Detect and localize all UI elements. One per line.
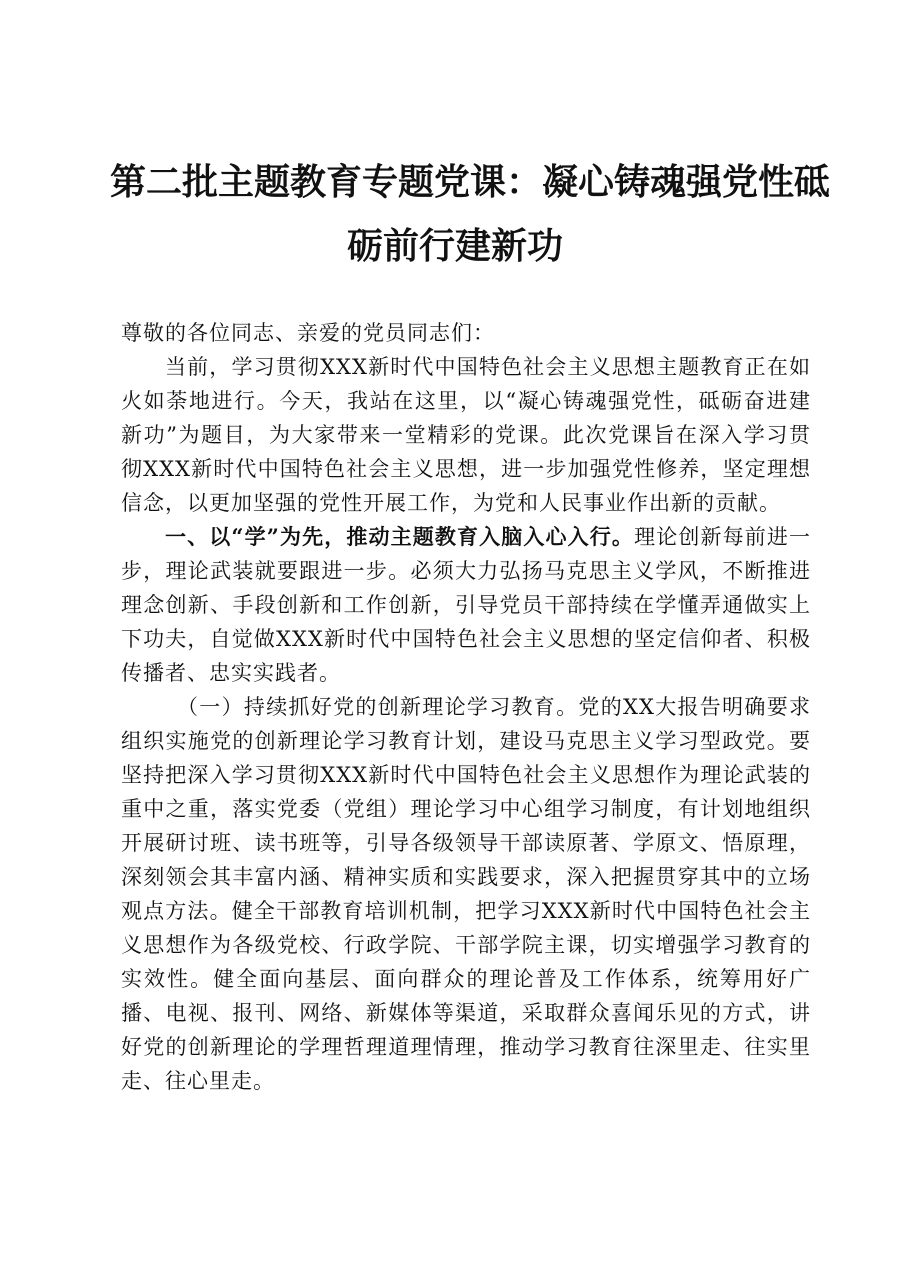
salutation: 尊敬的各位同志、亲爱的党员同志们： [121, 321, 495, 345]
paragraph-intro: 当前，学习贯彻XXX新时代中国特色社会主义思想主题教育正在如火如荼地进行。今天，我站在这里，以“凝心铸魂强党性，砥砺奋进建新功”为题目，为大家带来一堂精彩的党课。此次党课旨在深入学习贯彻XXX新时代中国特色社会主义思想，进一步加强党性修养，坚定理想信念，以更加坚强的党性开展工作，为党和人民事业作出新的贡献。 [121, 355, 811, 515]
subsection-1-text: 党的XX大报告明确要求组织实施党的创新理论学习教育计划，建设马克思主义学习型政党。要坚持把深入学习贯彻XXX新时代中国特色社会主义思想作为理论武装的重中之重，落实党委（党组）理论学习中心组学习制度，有计划地组织开展研讨班、读书班等，引导各级领导干部读原著、学原文、悟原理，深刻领会其丰富内涵、精神实质和实践要求，深入把握贯穿其中的立场观点方法。健全干部教育培训机制，把学习XXX新时代中国特色社会主义思想作为各级党校、行政学院、干部学院主课，切实增强学习教育的实效性。健全面向基层、面向群众的理论普及工作体系，统筹用好广播、电视、报刊、网络、新媒体等渠道，采取群众喜闻乐见的方式，讲好党的创新理论的学理哲理道理情理，推动学习教育往深里走、往实里走、往心里走。 [121, 695, 812, 1093]
section-1-heading: 一、以“学”为先，推动主题教育入脑入心入行。 [165, 524, 635, 549]
document-title-line-1: 第二批主题教育专题党课：凝心铸魂强党性砥 [110, 161, 831, 203]
paragraph-subsection-1 [121, 690, 811, 1098]
document-body [121, 316, 811, 1098]
paragraph-section-1 [121, 520, 811, 690]
document-title-line-2: 砺前行建新功 [346, 225, 563, 267]
section-1-text: 理论创新每前进一步，理论武装就要跟进一步。必须大力弘扬马克思主义学风，不断推进理念创新、手段创新和工作创新，引导党员干部持续在学懂弄通做实上下功夫，自觉做XXX新时代中国特色社会主义思想的坚定信仰者、积极传播者、忠实实践者。 [121, 525, 811, 685]
subsection-1-heading: （一）持续抓好党的创新理论学习教育。 [177, 695, 579, 719]
